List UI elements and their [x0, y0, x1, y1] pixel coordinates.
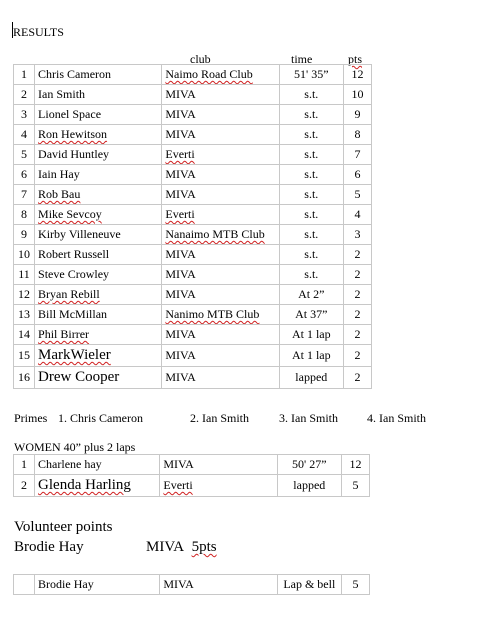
- time-cell: [279, 225, 343, 245]
- points-cell-text: 2: [354, 287, 361, 301]
- name-cell-text: Rob Bau: [38, 187, 81, 201]
- results-row: [14, 65, 372, 85]
- time-cell-text: s.t.: [304, 147, 319, 161]
- position-cell: [14, 125, 35, 145]
- results-row: [14, 185, 372, 205]
- results-row: [14, 367, 372, 389]
- women-heading: WOMEN 40” plus 2 laps: [14, 440, 136, 454]
- volunteer-table: [13, 574, 370, 595]
- women-row: [14, 455, 370, 475]
- volunteer-club-points: MIVA 5pts: [146, 539, 217, 555]
- column-header-club: club: [190, 52, 211, 66]
- position-cell: [14, 285, 35, 305]
- points-cell-text: 2: [354, 370, 361, 384]
- position-cell: [14, 105, 35, 125]
- club-cell-text: Nanimo MTB Club: [165, 307, 260, 321]
- points-cell-text: 2: [354, 267, 361, 281]
- name-cell-text: Robert Russell: [38, 247, 110, 261]
- club-cell-text: MIVA: [165, 107, 196, 121]
- position-cell-text: 1: [21, 67, 28, 81]
- club-cell: [160, 455, 277, 475]
- name-cell: [35, 125, 162, 145]
- position-cell-text: 13: [18, 307, 31, 321]
- club-cell: [162, 265, 279, 285]
- name-cell: [35, 367, 162, 389]
- name-cell: [35, 205, 162, 225]
- name-cell-text: Bill McMillan: [38, 307, 108, 321]
- name-cell: [35, 265, 162, 285]
- volunteer-name: Brodie Hay: [14, 539, 84, 555]
- prime-3: 3. Ian Smith: [279, 411, 338, 425]
- points-cell: [343, 325, 371, 345]
- position-cell-text: 6: [21, 167, 28, 181]
- position-cell: [14, 65, 35, 85]
- position-cell: [14, 205, 35, 225]
- name-cell-text: Lionel Space: [38, 107, 102, 121]
- points-cell: [343, 205, 371, 225]
- name-cell-text: Mike Sevcoy: [38, 207, 102, 221]
- name-cell: [35, 145, 162, 165]
- name-cell: [35, 475, 160, 497]
- time-cell-text: s.t.: [304, 187, 319, 201]
- club-cell: [162, 245, 279, 265]
- points-cell: [343, 285, 371, 305]
- time-cell: [279, 105, 343, 125]
- results-row: [14, 305, 372, 325]
- name-cell: [35, 345, 162, 367]
- position-cell: [14, 345, 35, 367]
- club-cell: [162, 205, 279, 225]
- club-cell: [162, 325, 279, 345]
- club-cell: [162, 145, 279, 165]
- time-cell-text: s.t.: [304, 267, 319, 281]
- results-row: [14, 165, 372, 185]
- club-cell-text: Everti: [165, 207, 195, 221]
- results-row: [14, 85, 372, 105]
- club-cell-text: MIVA: [165, 247, 196, 261]
- points-cell-text: 5: [354, 187, 361, 201]
- time-cell-text: s.t.: [304, 87, 319, 101]
- results-row: [14, 245, 372, 265]
- club-cell: [162, 367, 279, 389]
- results-row: [14, 125, 372, 145]
- points-cell: [343, 85, 371, 105]
- points-cell-text: 2: [354, 247, 361, 261]
- points-cell: [343, 345, 371, 367]
- name-cell-text: Steve Crowley: [38, 267, 110, 281]
- points-cell: [343, 225, 371, 245]
- time-cell-text: 50' 27”: [292, 457, 327, 471]
- results-row: [14, 325, 372, 345]
- time-cell-text: At 2”: [298, 287, 325, 301]
- points-cell: [343, 145, 371, 165]
- results-row: [14, 345, 372, 367]
- points-cell: [343, 165, 371, 185]
- time-cell: [277, 455, 341, 475]
- club-cell-text: Everti: [163, 478, 193, 492]
- column-header-time: time: [291, 52, 313, 66]
- position-cell: [14, 165, 35, 185]
- points-cell: [343, 305, 371, 325]
- points-cell-text: 5: [352, 577, 359, 591]
- points-cell-text: 2: [354, 307, 361, 321]
- position-cell-text: 5: [21, 147, 28, 161]
- position-cell-text: 11: [18, 267, 30, 281]
- time-cell: [279, 145, 343, 165]
- position-cell-text: 9: [21, 227, 28, 241]
- name-cell-text: MarkWieler: [38, 347, 111, 363]
- primes-label: Primes: [14, 411, 48, 425]
- position-cell-text: 3: [21, 107, 28, 121]
- position-cell-text: 2: [21, 87, 28, 101]
- name-cell-text: David Huntley: [38, 147, 110, 161]
- volunteer-row: [14, 575, 370, 595]
- position-cell: [14, 475, 35, 497]
- name-cell-text: Glenda Harling: [38, 477, 131, 493]
- time-cell: [279, 205, 343, 225]
- time-cell: [279, 165, 343, 185]
- name-cell: [35, 305, 162, 325]
- club-cell-text: MIVA: [165, 370, 196, 384]
- club-cell-text: MIVA: [163, 457, 194, 471]
- club-cell-text: MIVA: [165, 287, 196, 301]
- points-cell-text: 2: [354, 348, 361, 362]
- club-cell: [162, 65, 279, 85]
- time-cell-text: s.t.: [304, 107, 319, 121]
- position-cell-text: 8: [21, 207, 28, 221]
- time-cell-text: Lap & bell: [283, 577, 336, 591]
- name-cell-text: Chris Cameron: [38, 67, 112, 81]
- club-cell: [160, 575, 277, 595]
- time-cell: [279, 305, 343, 325]
- name-cell: [35, 285, 162, 305]
- time-cell-text: s.t.: [304, 127, 319, 141]
- position-cell-text: 10: [18, 247, 31, 261]
- points-cell-text: 7: [354, 147, 361, 161]
- club-cell: [162, 345, 279, 367]
- column-header-pts: pts: [348, 52, 363, 66]
- prime-4: 4. Ian Smith: [367, 411, 426, 425]
- volunteer-table-body: [14, 575, 370, 595]
- time-cell-text: s.t.: [304, 247, 319, 261]
- club-cell-text: MIVA: [165, 348, 196, 362]
- club-cell-text: Naimo Road Club: [165, 67, 253, 81]
- time-cell-text: s.t.: [304, 207, 319, 221]
- name-cell: [35, 225, 162, 245]
- name-cell-text: Bryan Rebill: [38, 287, 100, 301]
- club-cell: [160, 475, 277, 497]
- position-cell-text: 4: [21, 127, 28, 141]
- club-cell: [162, 125, 279, 145]
- club-cell: [162, 165, 279, 185]
- points-cell: [341, 575, 369, 595]
- results-row: [14, 205, 372, 225]
- points-cell-text: 4: [354, 207, 361, 221]
- club-cell-text: MIVA: [165, 267, 196, 281]
- prime-1: 1. Chris Cameron: [58, 411, 143, 425]
- time-cell: [279, 185, 343, 205]
- name-cell-text: Phil Birrer: [38, 327, 90, 341]
- time-cell-text: At 1 lap: [291, 327, 331, 341]
- name-cell: [35, 65, 162, 85]
- points-cell-text: 3: [354, 227, 361, 241]
- results-row: [14, 265, 372, 285]
- points-cell-text: 6: [354, 167, 361, 181]
- club-cell-text: MIVA: [165, 127, 196, 141]
- time-cell: [279, 125, 343, 145]
- position-cell: [14, 367, 35, 389]
- time-cell-text: s.t.: [304, 167, 319, 181]
- results-row: [14, 225, 372, 245]
- club-cell-text: MIVA: [165, 87, 196, 101]
- name-cell-text: Ron Hewitson: [38, 127, 108, 141]
- points-cell-text: 5: [352, 478, 359, 492]
- points-cell: [343, 125, 371, 145]
- time-cell: [279, 245, 343, 265]
- position-cell-text: 15: [18, 348, 31, 362]
- time-cell: [279, 85, 343, 105]
- points-cell-text: 9: [354, 107, 361, 121]
- points-cell: [343, 367, 371, 389]
- page-title: RESULTS: [13, 25, 64, 39]
- name-cell: [35, 85, 162, 105]
- position-cell: [14, 305, 35, 325]
- time-cell: [277, 475, 341, 497]
- name-cell: [35, 105, 162, 125]
- position-cell-text: 1: [21, 457, 28, 471]
- time-cell: [277, 575, 341, 595]
- name-cell: [35, 245, 162, 265]
- points-cell: [343, 245, 371, 265]
- results-row: [14, 145, 372, 165]
- name-cell-text: Ian Smith: [38, 87, 86, 101]
- position-cell-text: 12: [18, 287, 31, 301]
- position-cell: [14, 245, 35, 265]
- women-table-body: [14, 455, 370, 497]
- position-cell: [14, 265, 35, 285]
- time-cell: [279, 325, 343, 345]
- time-cell: [279, 265, 343, 285]
- points-cell: [343, 265, 371, 285]
- time-cell: [279, 367, 343, 389]
- results-row: [14, 285, 372, 305]
- position-cell: [14, 85, 35, 105]
- volunteer-heading: Volunteer points: [14, 519, 113, 535]
- position-cell: [14, 575, 35, 595]
- name-cell-text: Kirby Villeneuve: [38, 227, 121, 241]
- club-cell: [162, 305, 279, 325]
- position-cell: [14, 455, 35, 475]
- position-cell: [14, 145, 35, 165]
- position-cell: [14, 325, 35, 345]
- time-cell-text: At 1 lap: [291, 348, 331, 362]
- women-table: [13, 454, 370, 497]
- position-cell-text: 16: [18, 370, 31, 384]
- position-cell: [14, 185, 35, 205]
- points-cell-text: 12: [351, 67, 364, 81]
- position-cell-text: 7: [21, 187, 28, 201]
- club-cell-text: MIVA: [165, 327, 196, 341]
- club-cell-text: Everti: [165, 147, 195, 161]
- club-cell: [162, 185, 279, 205]
- points-cell: [341, 475, 369, 497]
- time-cell: [279, 285, 343, 305]
- time-cell: [279, 345, 343, 367]
- club-cell-text: MIVA: [163, 577, 194, 591]
- club-cell: [162, 225, 279, 245]
- club-cell-text: Nanaimo MTB Club: [165, 227, 265, 241]
- points-cell: [341, 455, 369, 475]
- name-cell: [35, 165, 162, 185]
- results-table-body: [14, 65, 372, 389]
- women-row: [14, 475, 370, 497]
- points-cell: [343, 65, 371, 85]
- club-cell: [162, 105, 279, 125]
- name-cell-text: Brodie Hay: [38, 577, 94, 591]
- points-cell: [343, 105, 371, 125]
- results-row: [14, 105, 372, 125]
- position-cell: [14, 225, 35, 245]
- time-cell: [279, 65, 343, 85]
- name-cell: [35, 575, 160, 595]
- prime-2: 2. Ian Smith: [190, 411, 249, 425]
- name-cell-text: Charlene hay: [38, 457, 102, 471]
- name-cell: [35, 325, 162, 345]
- points-cell-text: 12: [349, 457, 362, 471]
- points-cell: [343, 185, 371, 205]
- name-cell-text: Drew Cooper: [38, 369, 120, 385]
- club-cell-text: MIVA: [165, 187, 196, 201]
- points-cell-text: 8: [354, 127, 361, 141]
- time-cell-text: s.t.: [304, 227, 319, 241]
- name-cell-text: Iain Hay: [38, 167, 80, 181]
- points-cell-text: 10: [351, 87, 364, 101]
- position-cell-text: 14: [18, 327, 31, 341]
- time-cell-text: lapped: [293, 478, 326, 492]
- club-cell: [162, 285, 279, 305]
- club-cell: [162, 85, 279, 105]
- position-cell-text: 2: [21, 478, 28, 492]
- points-cell-text: 2: [354, 327, 361, 341]
- name-cell: [35, 185, 162, 205]
- time-cell-text: At 37”: [295, 307, 328, 321]
- name-cell: [35, 455, 160, 475]
- club-cell-text: MIVA: [165, 167, 196, 181]
- time-cell-text: 51' 35”: [294, 67, 329, 81]
- time-cell-text: lapped: [295, 370, 328, 384]
- results-table: [13, 64, 372, 389]
